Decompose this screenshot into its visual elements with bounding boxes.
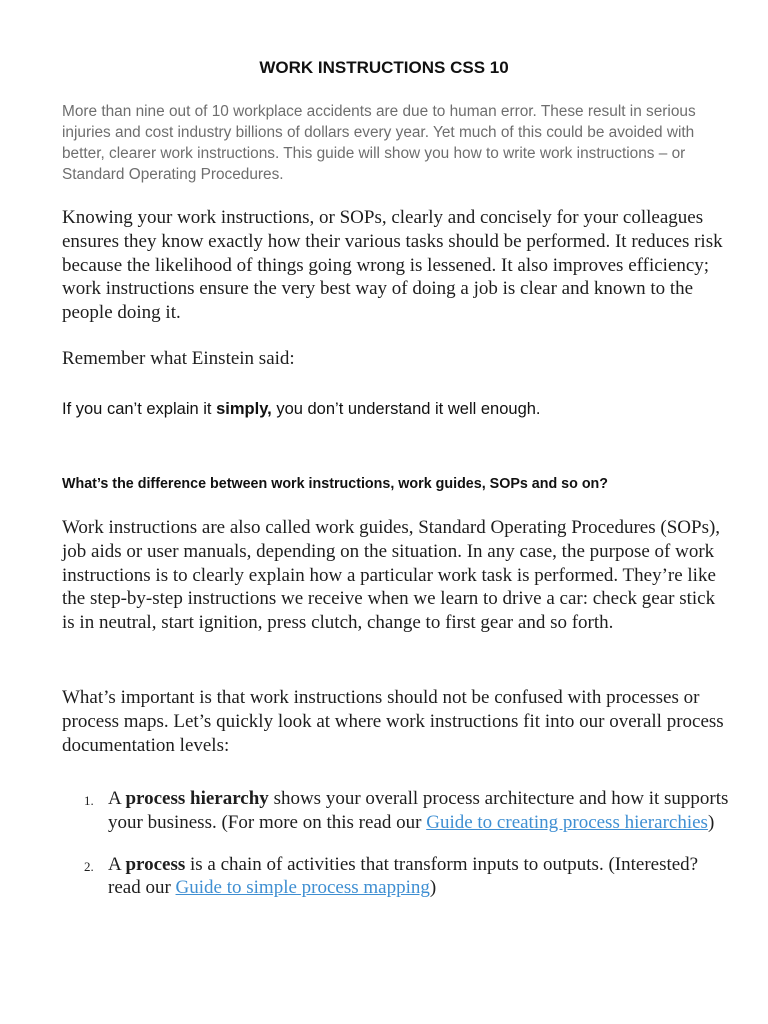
body-paragraph-1: Knowing your work instructions, or SOPs, clearly and concisely for your colleagues ensures they know exactly how their various tasks should be performed. It reduces risk because the likelihood of things going wrong is lessened. It also improves efficiency; work instructions ensure the very best way of doing a job is clear and known to the people doing it. [62, 207, 723, 324]
body-paragraph-3: Work instructions are also called work guides, Standard Operating Procedures (SOPs), job aids or user manuals, depending on the situation. In any case, the purpose of work instructions is to clearly explain how a particular work task is performed. They’re like the step-by-step instructions we receive when we learn to drive a car: check gear stick is in neutral, start ignition, press clutch, change to first gear and so forth. [62, 517, 721, 634]
einstein-quote [62, 400, 732, 419]
section-subheading: What’s the difference between work instructions, work guides, SOPs and so on? [62, 476, 609, 492]
body-paragraph-4: What’s important is that work instructions should not be confused with processes or process maps. Let’s quickly look at where work instructions fit into our overall process documentation levels: [62, 687, 724, 756]
quote-end: you don’t understand it well enough. [271, 400, 541, 418]
documentation-levels-list [62, 787, 732, 900]
list-item-tail: ) [429, 877, 437, 899]
list-item-lead: A [108, 853, 126, 875]
intro-paragraph: More than nine out of 10 workplace accidents are due to human error. These result in serious injuries and cost industry billions of dollars every year. Yet much of this could be avoided with better, clearer work instructions. This guide will show you how to write work instructions – or Standard Operating Procedures. [62, 103, 696, 183]
list-number: 2. [84, 858, 94, 874]
list-number: 1. [84, 793, 94, 808]
document-title: WORK INSTRUCTIONS CSS 10 [259, 58, 509, 77]
list-item [62, 853, 732, 901]
list-item-lead: A [108, 788, 126, 809]
list-item-term: process [125, 853, 186, 875]
body-paragraph-2: Remember what Einstein said: [62, 348, 295, 369]
list-item-text: is a chain of activities that transform inputs to outputs. (Interested? read our [108, 853, 699, 899]
guide-process-hierarchies-link[interactable]: Guide to creating process hierarchies [426, 811, 708, 833]
list-item-tail: ) [707, 811, 715, 833]
quote-start: If you can’t explain it [62, 400, 217, 418]
guide-process-mapping-link[interactable]: Guide to simple process mapping [175, 877, 430, 899]
quote-emphasis: simply, [216, 400, 272, 418]
list-item-text: shows your overall process architecture and how it supports your business. (For more on this read our [108, 788, 729, 833]
list-item [62, 787, 732, 835]
list-item-term: process hierarchy [125, 788, 269, 809]
